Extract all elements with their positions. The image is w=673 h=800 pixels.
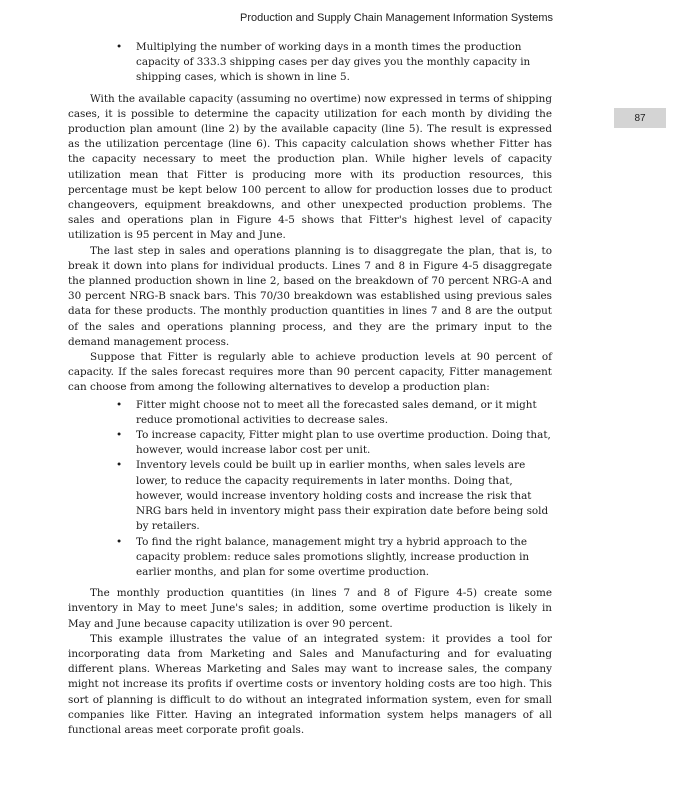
bullet-item: • To find the right balance, management might try a hybrid approach to the capacity problem: reduce sales promotions slightly, increase production in earlier months, and plan for some overtime production. bbox=[136, 535, 552, 581]
paragraph-disaggregate: The last step in sales and operations planning is to disaggregate the plan, that is, to break it down into plans for individual products. Lines 7 and 8 in Figure 4-5 disaggregate the planned production shown in line 2, based on the breakdown of 70 percent NRG-A and 30 percent NRG-B snack bars. This 70/30 breakdown was established using previous sales data for these products. The monthly production quantities in lines 7 and 8 are the output of the sales and operations planning process, and they are the primary input to the demand management process. bbox=[68, 244, 552, 348]
paragraph-monthly-quantities: The monthly production quantities (in lines 7 and 8 of Figure 4-5) create some inventory in May to meet June's sales; in addition, some overtime production is likely in May and June because capacity utilization is over 90 percent. bbox=[68, 587, 552, 630]
bullet-item: • Multiplying the number of working days in a month times the production capacity of 333.3 shipping cases per day gives you the monthly capacity in shipping cases, which is shown in line 5. bbox=[136, 40, 552, 86]
running-head-title: Production and Supply Chain Management Information Systems bbox=[240, 12, 554, 24]
paragraph-integrated-system: This example illustrates the value of an integrated system: it provides a tool for incorporating data from Marketing and Sales and Manufacturing and for evaluating different plans. Whereas Marketing and Sales may want to increase sales, the company might not increase its profits if overtime costs or inventory holding costs are too high. This sort of planning is difficult to do without an integrated information system, even for small companies like Fitter. Having an integrated information system helps managers of all functional areas meet corporate profit goals. bbox=[68, 632, 552, 736]
capacity-bullet-list bbox=[68, 40, 552, 86]
bullet-item: • Fitter might choose not to meet all the forecasted sales demand, or it might reduce promotional activities to decrease sales. bbox=[136, 398, 552, 428]
bullet-item: • To increase capacity, Fitter might plan to use overtime production. Doing that, however, would increase labor cost per unit. bbox=[136, 428, 552, 458]
page-number: 87 bbox=[634, 112, 646, 124]
bullet-item: • Inventory levels could be built up in earlier months, when sales levels are lower, to reduce the capacity requirements in later months. Doing that, however, would increase inventory holding costs and increase the risk that NRG bars held in inventory might pass their expiration date before being sold by retailers. bbox=[136, 458, 552, 534]
paragraph-capacity-utilization: With the available capacity (assuming no overtime) now expressed in terms of shipping cases, it is possible to determine the capacity utilization for each month by dividing the production plan amount (line 2) by the available capacity (line 5). The result is expressed as the utilization percentage (line 6). This capacity calculation shows whether Fitter has the capacity necessary to meet the production plan. While higher levels of capacity utilization mean that Fitter is producing more with its production resources, this percentage must be kept below 100 percent to allow for production losses due to product changeovers, equipment breakdowns, and other unexpected production problems. The sales and operations plan in Figure 4-5 shows that Fitter's highest level of capacity utilization is 95 percent in May and June. bbox=[68, 92, 552, 242]
body-text bbox=[68, 40, 552, 738]
paragraph-alternatives-intro: Suppose that Fitter is regularly able to achieve production levels at 90 percent of capacity. If the sales forecast requires more than 90 percent capacity, Fitter management can choose from among the following alternatives to develop a production plan: bbox=[68, 351, 552, 394]
page-number-tab bbox=[614, 108, 666, 128]
alternatives-bullet-list bbox=[68, 398, 552, 580]
